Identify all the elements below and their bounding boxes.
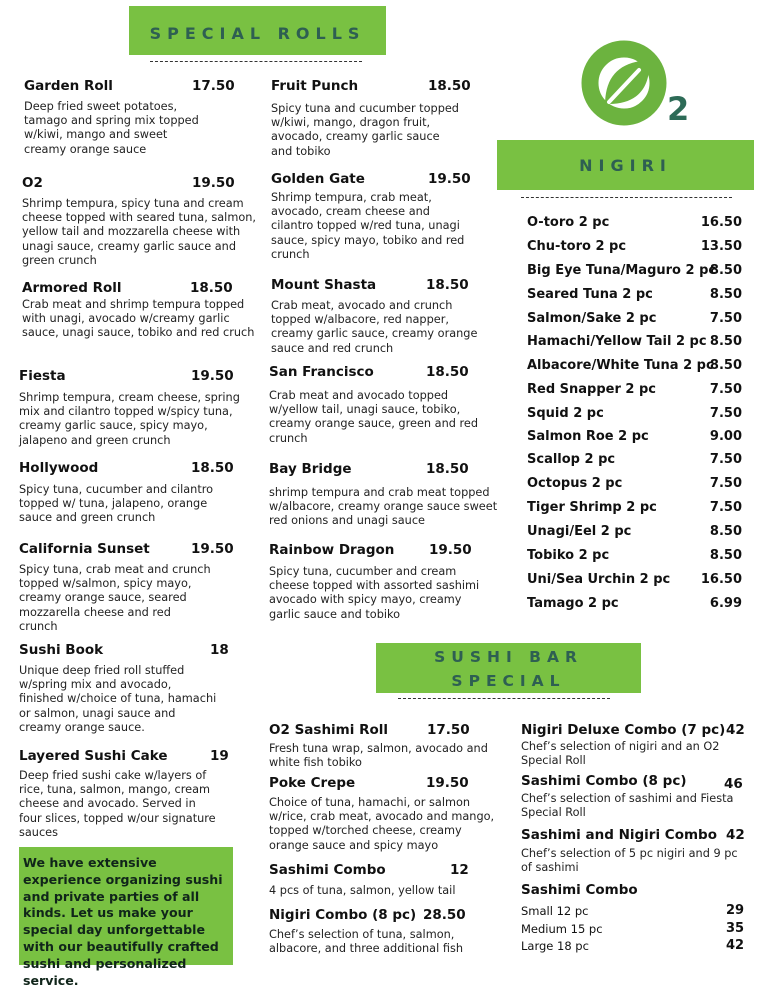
nigiri-price: 6.99 bbox=[709, 596, 742, 611]
special-rolls-banner bbox=[129, 6, 386, 55]
item-description: Choice of tuna, hamachi, or salmon w/rice, crab meat, avocado and mango, topped w/torched cheese, creamy orange sauce and spicy mayo bbox=[269, 796, 495, 852]
item-name: O2 Sashimi Roll bbox=[269, 722, 388, 738]
item-name: Golden Gate bbox=[271, 171, 365, 187]
item-description: Spicy tuna and cucumber topped w/kiwi, mango, dragon fruit, avocado, creamy garlic sauce and tobiko bbox=[271, 102, 459, 158]
special-rolls-divider bbox=[150, 61, 362, 62]
item-description: Shrimp tempura, crab meat, avocado, cream cheese and cilantro topped w/red tuna, unagi sauce, spicy mayo, tobiko and red crunch bbox=[271, 191, 465, 261]
item-description: shrimp tempura and crab meat topped w/albacore, creamy orange sauce sweet red onions and unagi sauce bbox=[269, 486, 498, 528]
item-name: Fruit Punch bbox=[271, 78, 359, 94]
item-description: Chef’s selection of tuna, salmon, albacore, and three additional fish bbox=[269, 928, 463, 956]
nigiri-row bbox=[527, 287, 742, 307]
item-description: Spicy tuna, crab meat and crunch topped w/salmon, spicy mayo, creamy orange sauce, seared mozzarella cheese and red crunch bbox=[19, 563, 211, 633]
nigiri-price: 9.00 bbox=[709, 429, 742, 444]
nigiri-name: Seared Tuna 2 pc bbox=[527, 287, 653, 302]
item-description: Shrimp tempura, cream cheese, spring mix and cilantro topped w/spicy tuna, creamy garlic sauce, spicy mayo, jalapeno and green crunch bbox=[19, 391, 240, 447]
nigiri-row bbox=[527, 311, 742, 331]
size-label: Small 12 pc bbox=[521, 904, 589, 918]
nigiri-price: 8.50 bbox=[709, 334, 742, 349]
nigiri-row bbox=[527, 476, 742, 496]
item-name: Mount Shasta bbox=[271, 277, 377, 293]
item-description: Spicy tuna, cucumber and cilantro topped w/ tuna, jalapeno, orange sauce and green crunch bbox=[19, 483, 214, 525]
size-price: 29 bbox=[726, 903, 745, 918]
item-name: Sashimi Combo (8 pc) bbox=[521, 773, 687, 789]
item-price: 18 bbox=[210, 642, 229, 658]
item-price: 19.50 bbox=[429, 542, 472, 558]
nigiri-price: 8.50 bbox=[709, 548, 742, 563]
item-price: 19.50 bbox=[428, 171, 471, 187]
item-description: Crab meat and avocado topped w/yellow tail, unagi sauce, tobiko, creamy orange sauce, green and red crunch bbox=[269, 389, 479, 445]
item-name: Armored Roll bbox=[22, 280, 122, 296]
item-price: 19.50 bbox=[192, 175, 235, 191]
nigiri-row bbox=[527, 406, 742, 426]
sushi-bar-banner bbox=[376, 643, 641, 693]
item-name: Garden Roll bbox=[24, 78, 113, 94]
nigiri-name: Tobiko 2 pc bbox=[527, 548, 610, 563]
logo-subscript: 2 bbox=[667, 90, 690, 128]
item-price: 19.50 bbox=[191, 368, 234, 384]
item-name: Layered Sushi Cake bbox=[19, 748, 168, 764]
nigiri-name: Tiger Shrimp 2 pc bbox=[527, 500, 657, 515]
nigiri-row bbox=[527, 500, 742, 520]
sushi-bar-title-line1: SUSHI BAR bbox=[434, 648, 583, 666]
nigiri-name: Scallop 2 pc bbox=[527, 452, 616, 467]
item-name: Hollywood bbox=[19, 460, 99, 476]
nigiri-row bbox=[527, 263, 742, 283]
item-description: Crab meat and shrimp tempura topped with unagi, avocado w/creamy garlic sauce, unagi sauce, tobiko and red cruch bbox=[22, 298, 255, 340]
item-description: Shrimp tempura, spicy tuna and cream cheese topped with seared tuna, salmon, yellow tail and mozzarella cheese with unagi sauce, creamy garlic sauce and green crunch bbox=[22, 197, 256, 267]
nigiri-name: Squid 2 pc bbox=[527, 406, 604, 421]
nigiri-price: 7.50 bbox=[709, 476, 742, 491]
item-description: Spicy tuna, cucumber and cream cheese topped with assorted sashimi avocado with spicy mayo, creamy garlic sauce and tobiko bbox=[269, 565, 480, 621]
item-price: 19.50 bbox=[191, 541, 234, 557]
nigiri-price: 8.50 bbox=[709, 287, 742, 302]
item-name: Nigiri Deluxe Combo (7 pc) bbox=[521, 722, 726, 738]
nigiri-price: 7.50 bbox=[709, 452, 742, 467]
item-name: Bay Bridge bbox=[269, 461, 352, 477]
item-description: Deep fried sweet potatoes, tamago and spring mix topped w/kiwi, mango and sweet creamy orange sauce bbox=[24, 100, 199, 156]
sushi-sashimi-combo-sizes bbox=[521, 882, 746, 962]
nigiri-divider bbox=[521, 197, 732, 198]
item-price: 18.50 bbox=[426, 277, 469, 293]
item-price: 18.50 bbox=[426, 461, 469, 477]
item-name: Fiesta bbox=[19, 368, 66, 384]
nigiri-name: Salmon/Sake 2 pc bbox=[527, 311, 657, 326]
nigiri-row bbox=[527, 334, 742, 354]
item-price: 42 bbox=[726, 722, 745, 738]
item-description: Crab meat, avocado and crunch topped w/albacore, red napper, creamy garlic sauce, creamy orange sauce and red crunch bbox=[271, 299, 478, 355]
nigiri-banner bbox=[497, 140, 754, 190]
item-name: Poke Crepe bbox=[269, 775, 356, 791]
nigiri-name: Uni/Sea Urchin 2 pc bbox=[527, 572, 671, 587]
item-price: 42 bbox=[726, 827, 745, 843]
item-price: 18.50 bbox=[428, 78, 471, 94]
item-description: Chef’s selection of 5 pc nigiri and 9 pc of sashimi bbox=[521, 847, 738, 875]
nigiri-row bbox=[527, 596, 742, 616]
item-name: Sashimi Combo bbox=[269, 862, 386, 878]
nigiri-price: 16.50 bbox=[700, 215, 742, 230]
nigiri-price: 8.50 bbox=[709, 263, 742, 278]
item-description: Unique deep fried roll stuffed w/spring mix and avocado, finished w/choice of tuna, hamachi or salmon, unagi sauce and creamy orange sauce. bbox=[19, 664, 217, 734]
item-description: Chef’s selection of nigiri and an O2 Special Roll bbox=[521, 740, 720, 768]
nigiri-row bbox=[527, 548, 742, 568]
sushi-bar-title-line2: SPECIAL bbox=[451, 672, 566, 690]
nigiri-name: Salmon Roe 2 pc bbox=[527, 429, 649, 444]
item-description: 4 pcs of tuna, salmon, yellow tail bbox=[269, 884, 456, 897]
nigiri-row bbox=[527, 358, 742, 378]
nigiri-price: 7.50 bbox=[709, 500, 742, 515]
item-name: San Francisco bbox=[269, 364, 374, 380]
item-price: 19.50 bbox=[426, 775, 469, 791]
item-price: 17.50 bbox=[427, 722, 470, 738]
item-name: Sushi Book bbox=[19, 642, 104, 658]
nigiri-name: Tamago 2 pc bbox=[527, 596, 619, 611]
nigiri-name: O-toro 2 pc bbox=[527, 215, 610, 230]
item-price: 18.50 bbox=[191, 460, 234, 476]
nigiri-row bbox=[527, 215, 742, 235]
item-name: Nigiri Combo (8 pc) bbox=[269, 907, 417, 923]
catering-promo-box bbox=[19, 847, 233, 988]
sushi-bar-divider bbox=[398, 698, 610, 699]
size-label: Large 18 pc bbox=[521, 939, 589, 953]
nigiri-row bbox=[527, 429, 742, 449]
o2-logo bbox=[579, 38, 699, 138]
item-name: Sashimi and Nigiri Combo bbox=[521, 827, 717, 843]
nigiri-row bbox=[527, 572, 742, 592]
nigiri-name: Albacore/White Tuna 2 pc bbox=[527, 358, 714, 373]
item-description: Fresh tuna wrap, salmon, avocado and white fish tobiko bbox=[269, 742, 488, 770]
item-name: O2 bbox=[22, 175, 43, 191]
nigiri-price: 7.50 bbox=[709, 311, 742, 326]
nigiri-price: 7.50 bbox=[709, 406, 742, 421]
promo-text: We have extensive experience organizing sushi and private parties of all kinds. Let us make your special day unforgettable with our beautifully crafted sushi and personalized service. bbox=[23, 855, 223, 988]
item-price: 12 bbox=[450, 862, 469, 878]
nigiri-name: Big Eye Tuna/Maguro 2 pc bbox=[527, 263, 717, 278]
item-price: 18.50 bbox=[426, 364, 469, 380]
nigiri-price: 13.50 bbox=[700, 239, 742, 254]
item-price: 17.50 bbox=[192, 78, 235, 94]
item-description: Chef’s selection of sashimi and Fiesta Special Roll bbox=[521, 792, 734, 820]
item-price: 46 bbox=[724, 776, 743, 792]
size-price: 42 bbox=[726, 938, 745, 953]
nigiri-price: 8.50 bbox=[709, 524, 742, 539]
nigiri-price: 7.50 bbox=[709, 382, 742, 397]
item-description: Deep fried sushi cake w/layers of rice, tuna, salmon, mango, cream cheese and avocado. Served in four slices, topped w/our signature sauces bbox=[19, 769, 216, 839]
nigiri-name: Red Snapper 2 pc bbox=[527, 382, 656, 397]
nigiri-row bbox=[527, 524, 742, 544]
nigiri-name: Hamachi/Yellow Tail 2 pc bbox=[527, 334, 707, 349]
item-price: 18.50 bbox=[190, 280, 233, 296]
nigiri-row bbox=[527, 452, 742, 472]
item-price: 28.50 bbox=[423, 907, 466, 923]
nigiri-row bbox=[527, 239, 742, 259]
item-name: Sashimi Combo bbox=[521, 882, 638, 898]
leaf-logo-icon bbox=[579, 38, 669, 128]
nigiri-price: 16.50 bbox=[700, 572, 742, 587]
item-name: California Sunset bbox=[19, 541, 150, 557]
nigiri-title: NIGIRI bbox=[579, 156, 672, 175]
nigiri-row bbox=[527, 382, 742, 402]
nigiri-name: Chu-toro 2 pc bbox=[527, 239, 627, 254]
size-price: 35 bbox=[726, 921, 745, 936]
item-price: 19 bbox=[210, 748, 229, 764]
item-name: Rainbow Dragon bbox=[269, 542, 395, 558]
nigiri-name: Octopus 2 pc bbox=[527, 476, 623, 491]
nigiri-price: 8.50 bbox=[709, 358, 742, 373]
nigiri-name: Unagi/Eel 2 pc bbox=[527, 524, 632, 539]
special-rolls-title: SPECIAL ROLLS bbox=[149, 24, 366, 43]
size-label: Medium 15 pc bbox=[521, 922, 603, 936]
